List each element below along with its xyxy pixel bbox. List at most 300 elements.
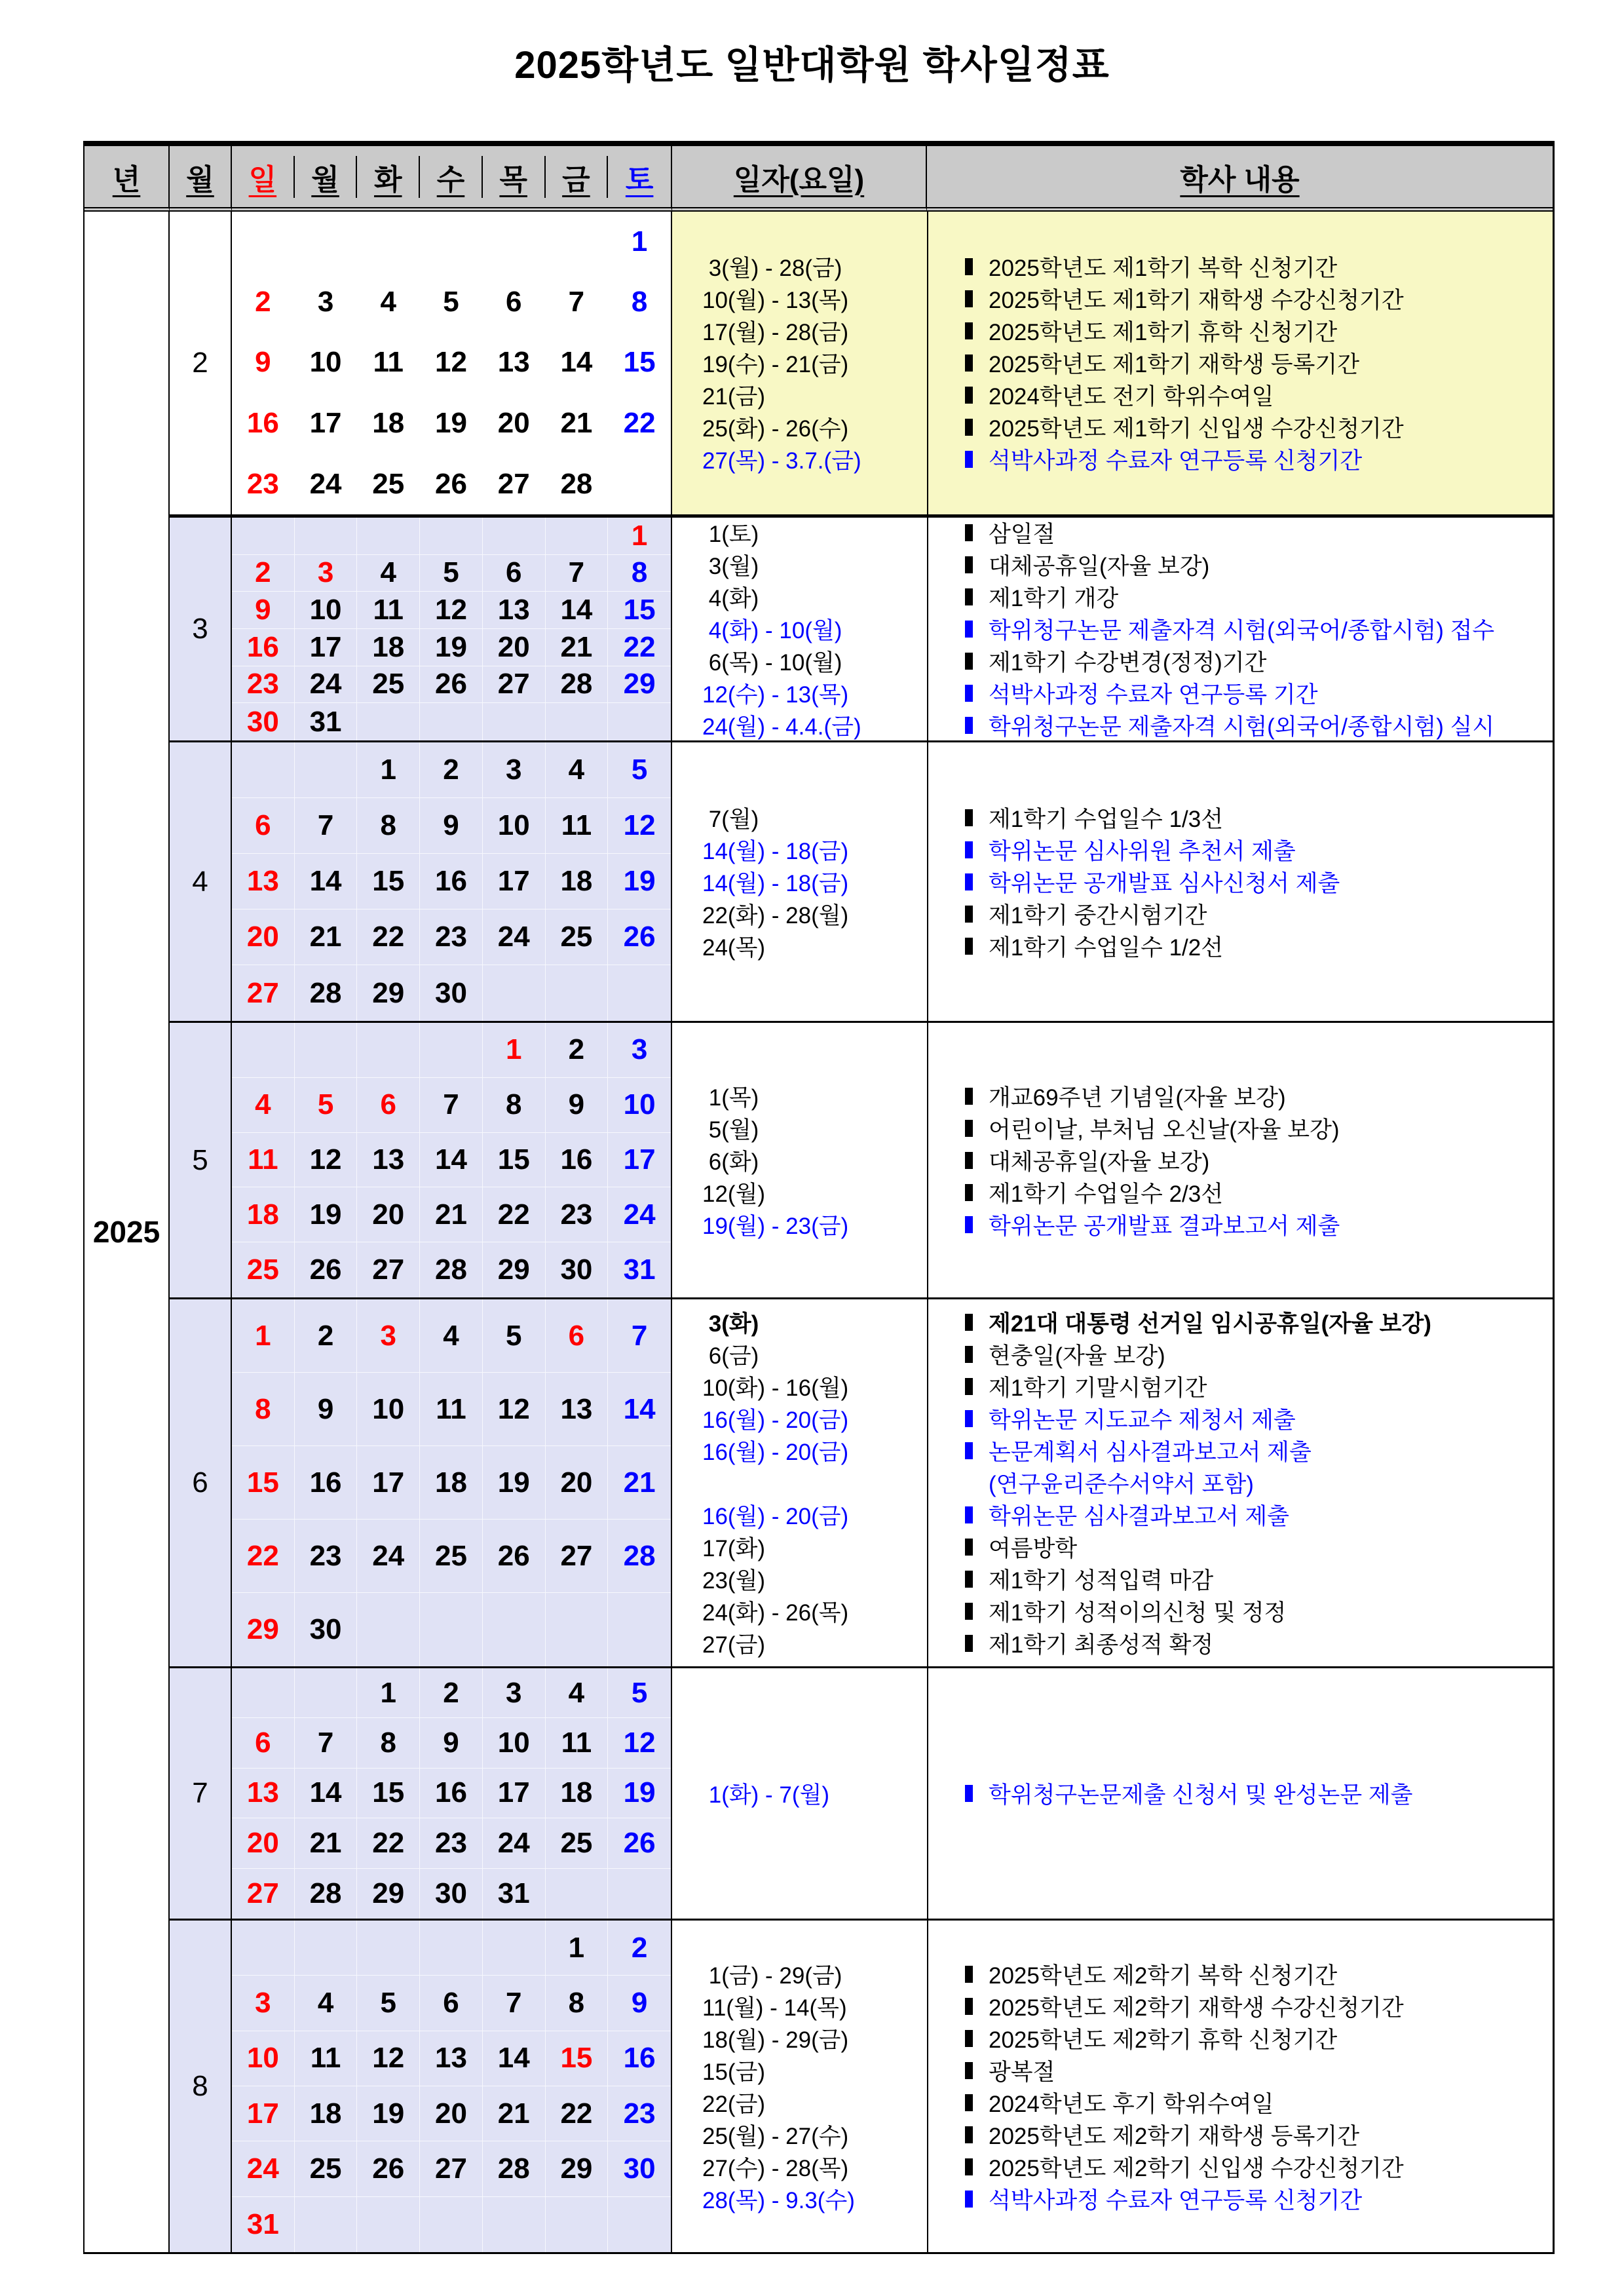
day-cell: [483, 703, 546, 740]
day-cell: [420, 393, 483, 453]
day-number: 27: [497, 467, 530, 500]
event-row: [672, 710, 1553, 742]
day-number: 17: [372, 1466, 405, 1499]
day-number: 4: [568, 754, 585, 786]
day-cell: [483, 2197, 546, 2252]
day-cell: [483, 1023, 546, 1078]
day-cell: [295, 1078, 358, 1133]
day-number: 5: [443, 286, 459, 318]
event-text: 석박사과정 수료자 연구등록 기간: [989, 682, 1318, 708]
bullet-icon: [965, 2094, 973, 2111]
event-row: [672, 898, 1553, 930]
day-cell: [546, 1023, 609, 1078]
day-number: 29: [497, 1253, 530, 1286]
event-row: [672, 2022, 1553, 2054]
event-text: 2025학년도 제1학기 재학생 수강신청기간: [989, 288, 1404, 313]
day-cell: [232, 1769, 295, 1818]
day-cell: [608, 2086, 671, 2141]
bullet-icon: [965, 556, 973, 573]
day-cell: [232, 1078, 295, 1133]
event-date: 19(월) - 23(금): [702, 1213, 849, 1239]
day-cell: [546, 2086, 609, 2141]
day-number: 28: [309, 976, 342, 1009]
bullet-icon: [965, 1120, 973, 1137]
event-date: 24(목): [702, 934, 766, 961]
year-label: 2025: [85, 212, 170, 2252]
day-cell: [232, 592, 295, 629]
event-text: 제1학기 수업일수 2/3선: [989, 1181, 1224, 1207]
day-cell: [232, 1446, 295, 1520]
day-number: 12: [435, 594, 467, 626]
day-number: 20: [372, 1198, 405, 1231]
day-number: 9: [443, 1727, 459, 1759]
day-number: 17: [497, 1776, 530, 1809]
day-number: 1: [631, 519, 648, 552]
day-cell: [232, 1520, 295, 1593]
day-cell: [357, 212, 420, 272]
day-number: 14: [497, 2042, 530, 2075]
day-cell: [357, 666, 420, 704]
event-content: [927, 1990, 1553, 2023]
event-text: 2025학년도 제2학기 재학생 수강신청기간: [989, 1995, 1404, 2021]
day-number: 25: [372, 467, 405, 500]
event-text: 어린이날, 부처님 오신날(자율 보강): [989, 1117, 1340, 1143]
day-cell: [546, 555, 609, 592]
day-cell: [608, 1133, 671, 1188]
event-row: [672, 444, 1553, 476]
event-date: 12(월): [702, 1181, 766, 1207]
day-number: 17: [497, 865, 530, 897]
day-number: 8: [255, 1392, 271, 1425]
header-date-column: [672, 146, 927, 212]
day-cell: [546, 666, 609, 704]
day-number: 5: [631, 754, 648, 786]
day-number: 22: [372, 1826, 405, 1859]
bullet-icon: [965, 1635, 973, 1652]
day-number: 30: [435, 1877, 467, 1909]
column-divider: [927, 742, 928, 1021]
bullet-icon: [965, 1410, 973, 1427]
day-cell: [608, 1373, 671, 1446]
day-cell: [420, 2031, 483, 2086]
day-number: 8: [631, 556, 648, 589]
event-content: [927, 2054, 1553, 2087]
day-number: 23: [623, 2097, 656, 2130]
bullet-icon: [965, 1998, 973, 2015]
day-cell: [357, 965, 420, 1021]
day-cell: [483, 1187, 546, 1242]
day-cell: [420, 1976, 483, 2031]
event-content: [927, 443, 1553, 476]
day-number: 12: [623, 1727, 656, 1759]
day-cell: [232, 1593, 295, 1666]
day-cell: [546, 1187, 609, 1242]
day-cell: [295, 2141, 358, 2196]
bullet-icon: [965, 906, 973, 923]
day-cell: [420, 1668, 483, 1718]
event-text: 학위논문 심사위원 추천서 제출: [989, 838, 1296, 864]
event-row: [672, 1080, 1553, 1112]
event-content: [927, 1176, 1553, 1209]
day-cell: [420, 703, 483, 740]
day-cell: [232, 454, 295, 514]
header-weekday-sat: 토: [625, 163, 654, 196]
day-cell: [295, 666, 358, 704]
header-content-column: [927, 146, 1553, 212]
day-number: 7: [443, 1088, 459, 1121]
day-cell: [295, 2031, 358, 2086]
day-number: 31: [309, 705, 342, 738]
day-number: 24: [497, 1826, 530, 1859]
day-cell: [295, 333, 358, 393]
column-divider: [927, 1668, 928, 1919]
day-cell: [295, 518, 358, 555]
day-number: 25: [372, 668, 405, 700]
event-content: [927, 1402, 1553, 1435]
event-row: [672, 1307, 1553, 1339]
event-date: 6(목) - 10(월): [702, 650, 842, 676]
bullet-icon: [965, 809, 973, 826]
day-number: 15: [246, 1466, 279, 1499]
event-row: [672, 347, 1553, 379]
day-cell: [483, 1769, 546, 1818]
day-cell: [608, 1668, 671, 1718]
day-number: 10: [309, 594, 342, 626]
day-number: 27: [497, 668, 530, 700]
day-number: 17: [623, 1143, 656, 1176]
day-cell: [295, 1446, 358, 1520]
day-cell: [357, 1818, 420, 1868]
day-cell: [483, 2031, 546, 2086]
day-cell: [546, 1242, 609, 1297]
bullet-icon: [965, 419, 973, 436]
event-row: [672, 283, 1553, 315]
day-cell: [608, 1921, 671, 1976]
day-cell: [608, 1299, 671, 1373]
day-cell: [232, 1023, 295, 1078]
bullet-icon: [965, 1184, 973, 1201]
event-text: 제1학기 기말시험기간: [989, 1375, 1207, 1401]
day-cell: [295, 1668, 358, 1718]
day-cell: [546, 1718, 609, 1768]
bullet-icon: [965, 685, 973, 702]
day-number: 19: [309, 1198, 342, 1231]
day-number: 1: [380, 1676, 397, 1709]
day-number: 29: [623, 668, 656, 700]
day-number: 18: [372, 406, 405, 439]
header-weekday-fri: 금: [546, 156, 609, 198]
day-cell: [420, 1078, 483, 1133]
event-text: 현충일(자율 보강): [989, 1343, 1165, 1369]
month-label: 2: [170, 212, 232, 518]
day-cell: [608, 909, 671, 965]
events-area: [672, 1023, 1553, 1299]
day-number: 7: [568, 286, 585, 318]
day-number: 1: [505, 1033, 522, 1066]
day-number: 23: [560, 1198, 593, 1231]
day-cell: [420, 1869, 483, 1919]
event-content: [927, 1777, 1553, 1810]
event-row: [672, 1435, 1553, 1467]
day-cell: [608, 393, 671, 453]
event-row: [672, 678, 1553, 710]
header-weekday-mon: 월: [295, 156, 358, 198]
day-number: 6: [568, 1319, 585, 1352]
day-number: 14: [309, 1776, 342, 1809]
day-cell: [420, 555, 483, 592]
day-cell: [295, 965, 358, 1021]
day-cell: [483, 965, 546, 1021]
day-cell: [546, 393, 609, 453]
day-cell: [483, 592, 546, 629]
event-date: 23(월): [702, 1568, 766, 1594]
day-number: 25: [435, 1539, 467, 1572]
event-text: 석박사과정 수료자 연구등록 신청기간: [989, 448, 1363, 474]
day-number: 9: [255, 346, 271, 379]
day-cell: [546, 798, 609, 854]
day-number: 7: [317, 809, 334, 841]
month-label: 6: [170, 1299, 232, 1668]
bullet-icon: [965, 2126, 973, 2143]
day-number: 5: [380, 1986, 397, 2019]
day-number: 24: [309, 467, 342, 500]
day-number: 17: [309, 630, 342, 663]
day-number: 16: [246, 630, 279, 663]
day-cell: [295, 393, 358, 453]
day-cell: [483, 393, 546, 453]
event-date: 22(화) - 28(월): [702, 902, 849, 928]
day-number: 15: [623, 346, 656, 379]
day-cell: [608, 1769, 671, 1818]
event-text: 2025학년도 제1학기 재학생 등록기간: [989, 352, 1360, 377]
day-cell: [232, 1921, 295, 1976]
header-content-label: 학사 내용: [1180, 163, 1300, 196]
month-label: 3: [170, 518, 232, 742]
day-cell: [546, 518, 609, 555]
day-cell: [483, 272, 546, 332]
day-cell: [232, 1299, 295, 1373]
event-text: 제1학기 성적이의신청 및 정정: [989, 1600, 1287, 1626]
event-content: [927, 516, 1553, 549]
day-number: 22: [623, 630, 656, 663]
month-label: 8: [170, 1921, 232, 2252]
event-date: 27(목) - 3.7.(금): [702, 448, 861, 474]
event-row: [672, 411, 1553, 444]
bullet-icon: [965, 387, 973, 404]
day-cell: [295, 1242, 358, 1297]
bullet-icon: [965, 1785, 973, 1802]
day-number: 16: [246, 406, 279, 439]
bullet-icon: [965, 841, 973, 858]
day-number: 10: [497, 1727, 530, 1759]
day-cell: [420, 2086, 483, 2141]
header-month: [170, 146, 232, 212]
event-date: 16(월) - 20(금): [702, 1440, 849, 1465]
day-cell: [483, 854, 546, 909]
day-cell: [295, 909, 358, 965]
event-row: [672, 1371, 1553, 1403]
events-area: [672, 518, 1553, 742]
bullet-icon: [965, 290, 973, 307]
day-number: 16: [435, 1776, 467, 1809]
day-cell: [295, 1769, 358, 1818]
bullet-icon: [965, 873, 973, 890]
day-number: 11: [436, 1392, 466, 1425]
day-number: 11: [373, 346, 404, 379]
day-number: 1: [380, 754, 397, 786]
event-text: 제1학기 개강: [989, 586, 1119, 611]
day-number: 5: [443, 556, 459, 589]
day-number: 29: [372, 1877, 405, 1909]
day-number: 24: [309, 668, 342, 700]
day-number: 31: [497, 1877, 530, 1909]
event-content: [927, 581, 1553, 613]
day-cell: [232, 393, 295, 453]
column-divider: [927, 1023, 928, 1297]
day-number: 20: [497, 630, 530, 663]
day-cell: [232, 1373, 295, 1446]
event-date: 3(월) - 28(금): [702, 256, 842, 281]
day-cell: [483, 1668, 546, 1718]
event-row: [672, 645, 1553, 678]
day-cell: [483, 1242, 546, 1297]
day-cell: [295, 1921, 358, 1976]
day-cell: [357, 742, 420, 798]
day-cell: [608, 1078, 671, 1133]
event-content: [927, 315, 1553, 347]
event-content: [927, 833, 1553, 866]
day-number: 3: [505, 1676, 522, 1709]
day-number: 3: [317, 286, 334, 318]
day-number: 16: [435, 865, 467, 897]
day-number: 20: [435, 2097, 467, 2130]
day-cell: [357, 1133, 420, 1188]
bullet-icon: [965, 1442, 973, 1459]
header-date-label: 일자(요일): [733, 163, 865, 196]
day-cell: [483, 798, 546, 854]
day-number: 29: [560, 2152, 593, 2185]
day-cell: [357, 2197, 420, 2252]
event-date: 16(월) - 20(금): [702, 1504, 849, 1529]
day-cell: [420, 212, 483, 272]
event-text: 2025학년도 제2학기 신입생 수강신청기간: [989, 2155, 1404, 2181]
day-number: 23: [435, 921, 467, 953]
event-row: [672, 613, 1553, 645]
day-number: 13: [372, 1143, 405, 1176]
event-text: 2025학년도 제1학기 휴학 신청기간: [989, 320, 1338, 345]
day-cell: [546, 212, 609, 272]
event-row: [672, 581, 1553, 613]
day-cell: [608, 212, 671, 272]
column-divider: [927, 518, 928, 740]
event-date: 14(월) - 18(금): [702, 870, 849, 896]
event-date: 3(화): [702, 1311, 759, 1337]
event-date: 17(월) - 28(금): [702, 320, 849, 345]
day-cell: [420, 1446, 483, 1520]
day-cell: [420, 1718, 483, 1768]
day-number: 9: [443, 809, 459, 841]
day-cell: [295, 854, 358, 909]
day-cell: [546, 592, 609, 629]
day-cell: [232, 965, 295, 1021]
event-text: 학위청구논문제출 신청서 및 완성논문 제출: [989, 1782, 1413, 1808]
day-cell: [295, 454, 358, 514]
event-date: 7(월): [702, 806, 759, 832]
day-number: 24: [497, 921, 530, 953]
day-number: 19: [623, 865, 656, 897]
event-row: [672, 2151, 1553, 2183]
day-cell: [483, 1373, 546, 1446]
day-cell: [232, 1818, 295, 1868]
bullet-icon: [965, 1088, 973, 1105]
day-cell: [546, 1373, 609, 1446]
day-number: 3: [505, 754, 522, 786]
event-row: [672, 2086, 1553, 2118]
event-content: [927, 1144, 1553, 1177]
event-date: 16(월) - 20(금): [702, 1407, 849, 1433]
event-row: [672, 517, 1553, 549]
day-number: 8: [568, 1986, 585, 2019]
day-number: 26: [435, 467, 467, 500]
header-month-label: 월: [186, 163, 214, 196]
event-date: 1(금) - 29(금): [702, 1962, 842, 1989]
event-date: 27(금): [702, 1632, 766, 1658]
event-text: 대체공휴일(자율 보강): [989, 1149, 1210, 1175]
day-cell: [295, 555, 358, 592]
day-number: 27: [560, 1539, 593, 1572]
day-cell: [608, 2197, 671, 2252]
day-cell: [546, 742, 609, 798]
day-number: 14: [560, 594, 593, 626]
day-number: 9: [255, 594, 271, 626]
day-cell: [420, 518, 483, 555]
day-number: 23: [246, 467, 279, 500]
day-cell: [232, 555, 295, 592]
bullet-icon: [965, 258, 973, 275]
day-number: 15: [623, 594, 656, 626]
mini-calendar: [232, 1921, 672, 2252]
event-date: 17(화): [702, 1536, 766, 1561]
day-number: 16: [623, 2042, 656, 2075]
day-cell: [295, 1299, 358, 1373]
day-cell: [420, 1921, 483, 1976]
day-cell: [546, 1769, 609, 1818]
day-cell: [483, 2141, 546, 2196]
day-cell: [483, 629, 546, 666]
day-number: 16: [560, 1143, 593, 1176]
event-date: 4(화): [702, 586, 759, 611]
day-cell: [608, 666, 671, 704]
day-cell: [608, 703, 671, 740]
event-row: [672, 1563, 1553, 1596]
day-number: 13: [497, 346, 530, 379]
event-row: [672, 379, 1553, 411]
event-date: 19(수) - 21(금): [702, 352, 849, 377]
day-number: 31: [246, 2208, 279, 2240]
day-number: 3: [380, 1319, 397, 1352]
day-number: 18: [560, 1776, 593, 1809]
day-number: 11: [561, 1727, 592, 1759]
bullet-icon: [965, 1152, 973, 1169]
day-cell: [357, 1718, 420, 1768]
bullet-icon: [965, 524, 973, 541]
day-number: 14: [560, 346, 593, 379]
day-cell: [295, 1818, 358, 1868]
day-number: 6: [443, 1986, 459, 2019]
event-date: 10(월) - 13(목): [702, 288, 849, 313]
column-divider: [927, 212, 928, 514]
day-cell: [546, 854, 609, 909]
